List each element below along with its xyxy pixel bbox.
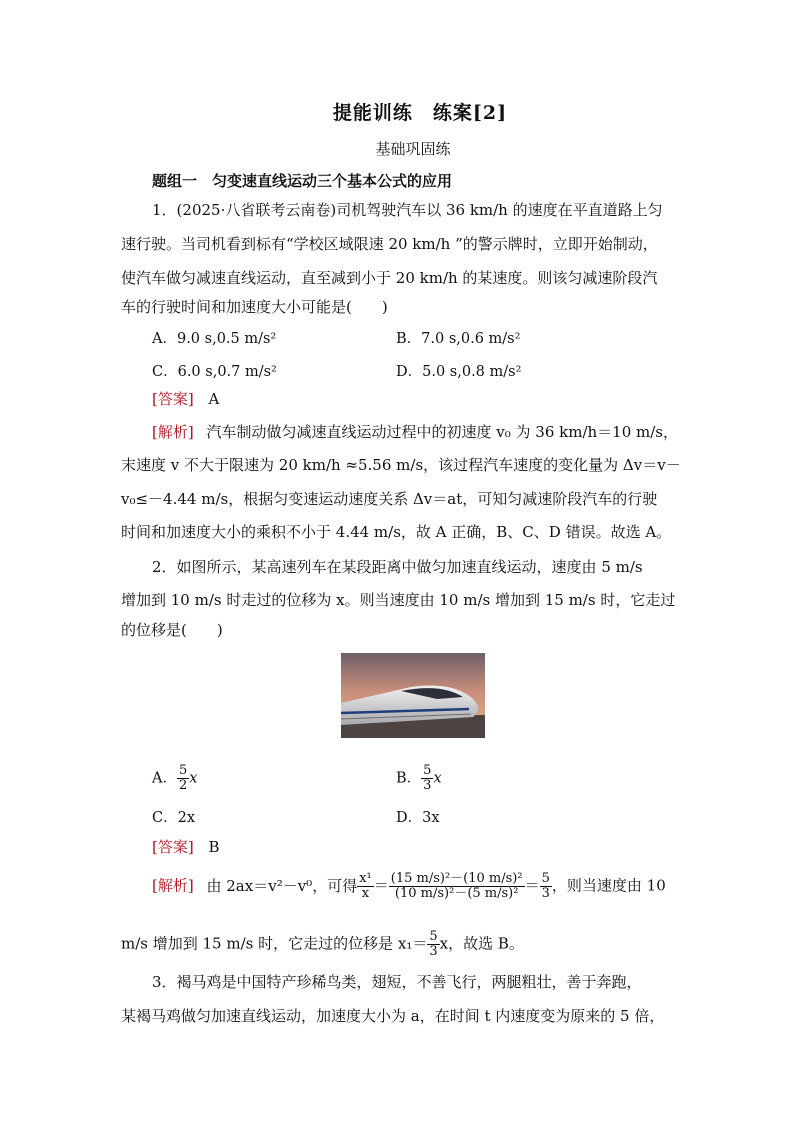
analysis-tag: [解析] (152, 423, 194, 441)
q3-line-1: 3．褐马鸡是中国特产珍稀鸟类，翅短，不善飞行，两腿粗壮，善于奔跑， (152, 973, 642, 991)
analysis-tag: [解析] (152, 876, 194, 895)
q1-line-2: 速行驶。当司机看到标有“学校区域限速 20 km/h ”的警示牌时，立即开始制动， (121, 235, 658, 253)
page-title: 提能训练 练案[2] (332, 102, 508, 124)
q1-line-1: 1．(2025·八省联考云南卷)司机驾驶汽车以 36 km/h 的速度在平直道路上匀 (152, 201, 663, 219)
q2-line-2: 增加到 10 m/s 时走过的位移为 x。则当速度由 10 m/s 增加到 15 m/s 时，它走过 (121, 591, 676, 609)
q1-line-3: 使汽车做匀减速直线运动，直至减到小于 20 km/h 的某速度。则该匀减速阶段汽 (121, 269, 658, 287)
q2-line-1: 2．如图所示，某高速列车在某段距离中做匀加速直线运动，速度由 5 m/s (152, 558, 643, 576)
q2-option-a: A． $\frac{5}{2}$ x (152, 763, 198, 793)
high-speed-train-image (341, 653, 485, 738)
answer-value: B (208, 838, 220, 856)
q1-answer-row (152, 389, 219, 409)
fraction: $\frac{5}{3}$ (423, 763, 432, 793)
fraction: $\frac{5}{3}$ (429, 929, 438, 959)
fraction: $\frac{5}{2}$ (178, 763, 188, 793)
q1-line-4: 车的行驶时间和加速度大小可能是( ) (121, 298, 388, 316)
train-illustration (341, 653, 485, 738)
fraction: $\frac{\text{(15 m/s)²－(10 m/s)²}}{\text{(10 m/s)²－(5 m/s)²}}$ (390, 871, 523, 901)
fraction: $\frac{5}{3}$ (541, 871, 550, 901)
q1-option-b: B．7.0 s,0.6 m/s² (396, 331, 521, 347)
q2-option-b: B． $\frac{5}{3}$ x (396, 763, 442, 793)
q1-option-c: C．6.0 s,0.7 m/s² (152, 364, 277, 380)
answer-tag: [答案] (152, 838, 194, 856)
q2-answer-row (152, 837, 220, 857)
q2-analysis-line-2: m/s 增加到 15 m/s 时，它走过的位移是 x₁＝ $\frac{5}{3}$ x，故选 B。 (121, 929, 524, 959)
q1-analysis-line-1 (152, 422, 678, 442)
q1-analysis-line-3: v₀≤－4.44 m/s，根据匀变速运动速度关系 Δv＝at，可知匀减速阶段汽车的行驶 (121, 490, 658, 508)
q1-option-a: A．9.0 s,0.5 m/s² (152, 331, 277, 347)
q2-option-c: C．2x (152, 810, 195, 826)
q1-option-d: D．5.0 s,0.8 m/s² (396, 364, 522, 380)
section-subtitle: 基础巩固练 (375, 140, 451, 158)
group-heading: 题组一 匀变速直线运动三个基本公式的应用 (152, 172, 453, 190)
q1-analysis-line-4: 时间和加速度大小的乘积不小于 4.44 m/s，故 A 正确，B、C、D 错误。故选 A。 (121, 523, 672, 541)
fraction: $\frac{\text{x¹}}{x}$ (359, 871, 372, 901)
q3-line-2: 某褐马鸡做匀加速直线运动，加速度大小为 a，在时间 t 内速度变为原来的 5 倍， (121, 1007, 665, 1025)
answer-value: A (208, 390, 220, 408)
q1-analysis-line-2: 末速度 v 不大于限速为 20 km/h ≈5.56 m/s，该过程汽车速度的变化量为 Δv＝v－ (121, 456, 681, 474)
answer-tag: [答案] (152, 390, 194, 408)
analysis-text: 汽车制动做匀减速直线运动过程中的初速度 v₀ 为 36 km/h＝10 m/s， (206, 423, 679, 441)
q2-analysis-line-1: [解析] 由 2ax＝v²－v⁰，可得 $\frac{\text{x¹}}{x}$ ＝ $\frac{\text{(15 m/s)²－(10 m/s)²}}{\text{(10 m/s)²－(5 m/s)²}}$ ＝ $\frac{5}{3}$ ，则当速度由 10 (152, 871, 666, 901)
q2-option-d: D．3x (396, 810, 440, 826)
q2-line-3: 的位移是( ) (121, 621, 223, 639)
